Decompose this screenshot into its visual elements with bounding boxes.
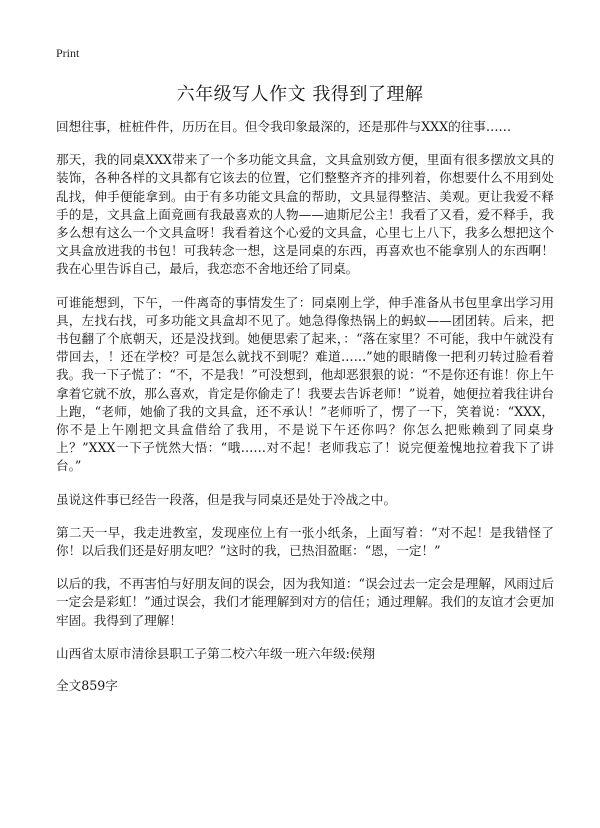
word-count: 全文859字 (56, 678, 118, 694)
paragraph-cold-war: 虽说这件事已经告一段落，但是我与同桌还是处于冷战之中。 (56, 491, 397, 507)
paragraph-pencil-box: 那天，我的同桌XXX带来了一个多功能文具盒，文具盒别致方便，里面有很多摆放文具的装饰，各种各样的文具都有它该去的位置，它们整整齐齐的排列着，你想要什么不用到处乱找，伸手便能拿到。由于有多功能文具盒的帮助，文具显得整洁、美观。更让我爱不释手的是，文具盒上面竟画有我最喜欢的人物——迪斯尼公主！我看了又看，爱不释手，我多么想有这么一个文具盒呀！我看着这个心爱的文具盒，心里七上八下，我多么想把这个文具盒放进我的书包！可我转念一想，这是同桌的东西，再喜欢也不能拿别人的东西啊！我在心里告诉自己，最后，我恋恋不舍地还给了同桌。 (56, 152, 554, 277)
print-link[interactable]: Print (56, 46, 80, 60)
paragraph-apology: 第二天一早，我走进教室，发现座位上有一张小纸条，上面写着：“对不起！是我错怪了你！以后我们还是好朋友吧？”这时的我，已热泪盈眶：“恩，一定！” (56, 524, 554, 559)
paragraph-conclusion: 以后的我，不再害怕与好朋友间的误会，因为我知道：“误会过去一定会是理解，风雨过后一定会是彩虹！”通过误会，我们才能理解到对方的信任；通过理解。我们的友谊才会更加牢固。我得到了理解！ (56, 576, 554, 628)
page-title: 六年级写人作文 我得到了理解 (176, 84, 424, 105)
article-body (56, 118, 554, 710)
paragraph-incident: 可谁能想到，下午，一件离奇的事情发生了：同桌刚上学，伸手准备从书包里拿出学习用具，左找右找，可多功能文具盒却不见了。她急得像热锅上的蚂蚁——团团转。后来，把书包翻了个底朝天，还是没找到。她便思索了起来，：“落在家里？不可能，我中午就没有带回去，！还在学校？可是怎么就找不到呢？难道……”她的眼睛像一把利刃转过脸看着我。我一下子慌了：“不，不是我！”可没想到，他却恶狠狠的说：“不是你还有谁！你上午拿着它就不放，那么喜欢，肯定是你偷走了！我要去告诉老师！”说着，她便拉着我往讲台上跑，“老师，她偷了我的文具盒，还不承认！”老师听了，愣了一下，笑着说：“XXX，你不是上午刚把文具盒借给了我用，不是说下午还你吗？你怎么把账赖到了同桌身上？”XXX一下子恍然大悟：“哦……对不起！老师我忘了！说完便羞愧地拉着我下了讲台。” (56, 294, 554, 474)
paragraph-intro: 回想往事，桩桩件件，历历在目。但令我印象最深的，还是那件与XXX的往事…… (56, 119, 512, 134)
author-line: 山西省太原市清徐县职工子第二校六年级一班六年级:侯翔 (56, 645, 376, 661)
